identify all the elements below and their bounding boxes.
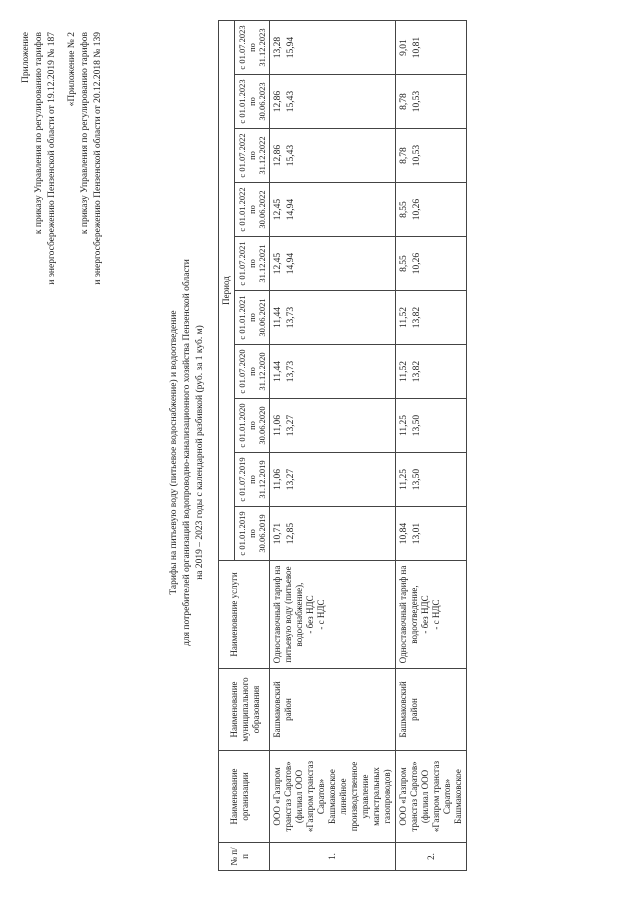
value-with-vat: 10,53	[412, 90, 422, 113]
period-line: по	[247, 367, 257, 376]
value-without-vat: 10,84	[399, 522, 409, 545]
value-without-vat: 11,52	[399, 306, 409, 329]
period-line: по	[247, 475, 257, 484]
value-without-vat: 11,25	[399, 468, 409, 491]
service-line: - без НДС	[420, 595, 430, 634]
period-line: 30.06.2023	[257, 82, 267, 121]
value-with-vat: 12,85	[286, 522, 296, 545]
value-without-vat: 11,25	[399, 414, 409, 437]
organization-cell: ООО «Газпром трансгаз Саратов» (филиал ООО «Газпром трансгаз Саратов» Башмаковское	[396, 751, 467, 843]
municipality-cell: Башмаковский район	[396, 669, 467, 751]
service-line: - с НДС	[431, 599, 441, 630]
tariff-value-cell	[270, 399, 396, 453]
title-line: для потребителей организаций водопроводно-канализационного хозяйства Пензенской области	[182, 259, 192, 646]
period-line: с 01.07.2023	[237, 25, 247, 70]
value-with-vat: 13,73	[286, 360, 296, 383]
service-cell	[396, 561, 467, 669]
period-line: с 01.07.2020	[237, 349, 247, 394]
value-without-vat: 8,78	[399, 147, 409, 164]
tariff-value-cell	[270, 237, 396, 291]
tariff-value-cell	[396, 183, 467, 237]
value-without-vat: 12,45	[273, 198, 283, 221]
period-header-9	[235, 75, 270, 129]
value-with-vat: 13,82	[412, 360, 422, 383]
period-header-6	[235, 237, 270, 291]
row-number: 1.	[270, 843, 396, 871]
value-without-vat: 12,86	[273, 144, 283, 167]
period-line: 30.06.2022	[257, 190, 267, 229]
appendix-line: и энергосбережению Пензенской области от 19.12.2019 № 187	[47, 32, 57, 285]
tariff-value-cell	[270, 507, 396, 561]
value-without-vat: 13,28	[273, 36, 283, 59]
period-line: 30.06.2019	[257, 514, 267, 553]
tariff-value-cell	[396, 129, 467, 183]
value-without-vat: 10,71	[273, 522, 283, 545]
period-line: с 01.01.2021	[237, 295, 247, 340]
service-cell	[270, 561, 396, 669]
appendix2-line: к приказу Управления по регулированию тарифов	[80, 32, 90, 235]
value-with-vat: 13,82	[412, 306, 422, 329]
period-line: с 01.01.2022	[237, 187, 247, 232]
header-period: Период	[219, 20, 235, 560]
service-line: - без НДС	[305, 595, 315, 634]
tariff-value-cell	[396, 399, 467, 453]
value-without-vat: 11,44	[273, 306, 283, 329]
value-without-vat: 8,55	[399, 255, 409, 272]
header-service: Наименование услуги	[219, 561, 270, 669]
tariff-table	[218, 20, 467, 871]
period-line: с 01.01.2023	[237, 79, 247, 124]
period-line: с 01.07.2019	[237, 457, 247, 502]
period-line: 31.12.2021	[257, 244, 267, 283]
title-line: на 2019 – 2023 годы с календарной разбивкой (руб. за 1 куб. м)	[195, 325, 205, 580]
period-line: с 01.01.2019	[237, 511, 247, 556]
period-line: по	[247, 421, 257, 430]
appendix-line: Приложение	[21, 32, 31, 83]
service-line: Одноставочный тариф на питьевую воду (питьевое водоснабжение),	[272, 565, 304, 664]
period-header-2	[235, 453, 270, 507]
period-line: с 01.07.2022	[237, 133, 247, 178]
period-line: по	[247, 97, 257, 106]
organization-cell: ООО «Газпром трансгаз Саратов» (филиал ООО «Газпром трансгаз Саратов» Башмаковское линейное производственное управление магистральных газопроводов)	[270, 751, 396, 843]
value-with-vat: 13,27	[286, 468, 296, 491]
period-line: по	[247, 259, 257, 268]
tariff-value-cell	[270, 345, 396, 399]
value-with-vat: 10,81	[412, 36, 422, 59]
value-without-vat: 9,01	[399, 39, 409, 56]
service-line: Одноставочный тариф на водоотведение,	[398, 565, 419, 664]
value-without-vat: 12,86	[273, 90, 283, 113]
appendix2-line: и энергосбережению Пензенской области от 20.12.2018 № 139	[93, 32, 103, 285]
table-row	[396, 20, 467, 870]
tariff-value-cell	[396, 345, 467, 399]
value-without-vat: 11,06	[273, 468, 283, 491]
value-with-vat: 15,94	[286, 36, 296, 59]
tariff-value-cell	[396, 453, 467, 507]
period-line: 31.12.2020	[257, 352, 267, 391]
tariff-value-cell	[396, 75, 467, 129]
header-organization: Наименование организации	[219, 751, 270, 843]
period-line: с 01.01.2020	[237, 403, 247, 448]
table-body	[270, 20, 467, 870]
period-line: с 01.07.2021	[237, 241, 247, 286]
value-with-vat: 13,50	[412, 414, 422, 437]
tariff-value-cell	[270, 183, 396, 237]
period-line: по	[247, 43, 257, 52]
appendix-line: к приказу Управления по регулированию тарифов	[34, 32, 44, 235]
value-with-vat: 13,01	[412, 522, 422, 545]
municipality-cell: Башмаковский район	[270, 669, 396, 751]
tariff-value-cell	[270, 20, 396, 74]
value-with-vat: 13,27	[286, 414, 296, 437]
tariff-value-cell	[270, 291, 396, 345]
value-with-vat: 14,94	[286, 252, 296, 275]
tariff-value-cell	[270, 75, 396, 129]
period-line: по	[247, 205, 257, 214]
tariff-value-cell	[270, 453, 396, 507]
value-with-vat: 15,43	[286, 90, 296, 113]
header-num: № п/п	[219, 843, 270, 871]
value-with-vat: 13,73	[286, 306, 296, 329]
period-header-5	[235, 291, 270, 345]
header-municipality: Наименование муниципального образования	[219, 669, 270, 751]
period-header-7	[235, 183, 270, 237]
tariff-value-cell	[396, 20, 467, 74]
tariff-value-cell	[396, 291, 467, 345]
tariff-value-cell	[396, 237, 467, 291]
period-header-10	[235, 20, 270, 74]
value-without-vat: 8,55	[399, 201, 409, 218]
period-line: 31.12.2023	[257, 28, 267, 67]
value-without-vat: 12,45	[273, 252, 283, 275]
value-with-vat: 15,43	[286, 144, 296, 167]
period-line: по	[247, 313, 257, 322]
tariff-value-cell	[270, 129, 396, 183]
period-line: 31.12.2022	[257, 136, 267, 175]
title-line: Тарифы на питьевую воду (питьевое водоснабжение) и водоотведение	[169, 310, 179, 595]
document-title	[168, 0, 207, 905]
service-line: - с НДС	[316, 599, 326, 630]
value-without-vat: 11,06	[273, 414, 283, 437]
value-without-vat: 11,52	[399, 360, 409, 383]
period-header-1	[235, 507, 270, 561]
tariff-value-cell	[396, 507, 467, 561]
period-line: 30.06.2020	[257, 406, 267, 445]
period-line: по	[247, 529, 257, 538]
row-number: 2.	[396, 843, 467, 871]
period-line: по	[247, 151, 257, 160]
period-line: 31.12.2019	[257, 460, 267, 499]
value-with-vat: 10,26	[412, 198, 422, 221]
period-header-8	[235, 129, 270, 183]
header-block	[20, 32, 105, 285]
table-row	[270, 20, 396, 870]
value-with-vat: 10,53	[412, 144, 422, 167]
value-without-vat: 11,44	[273, 360, 283, 383]
value-with-vat: 10,26	[412, 252, 422, 275]
period-header-3	[235, 399, 270, 453]
period-header-4	[235, 345, 270, 399]
period-line: 30.06.2021	[257, 298, 267, 337]
value-with-vat: 14,94	[286, 198, 296, 221]
value-with-vat: 13,50	[412, 468, 422, 491]
appendix2-line: «Приложение № 2	[67, 32, 77, 107]
value-without-vat: 8,78	[399, 93, 409, 110]
